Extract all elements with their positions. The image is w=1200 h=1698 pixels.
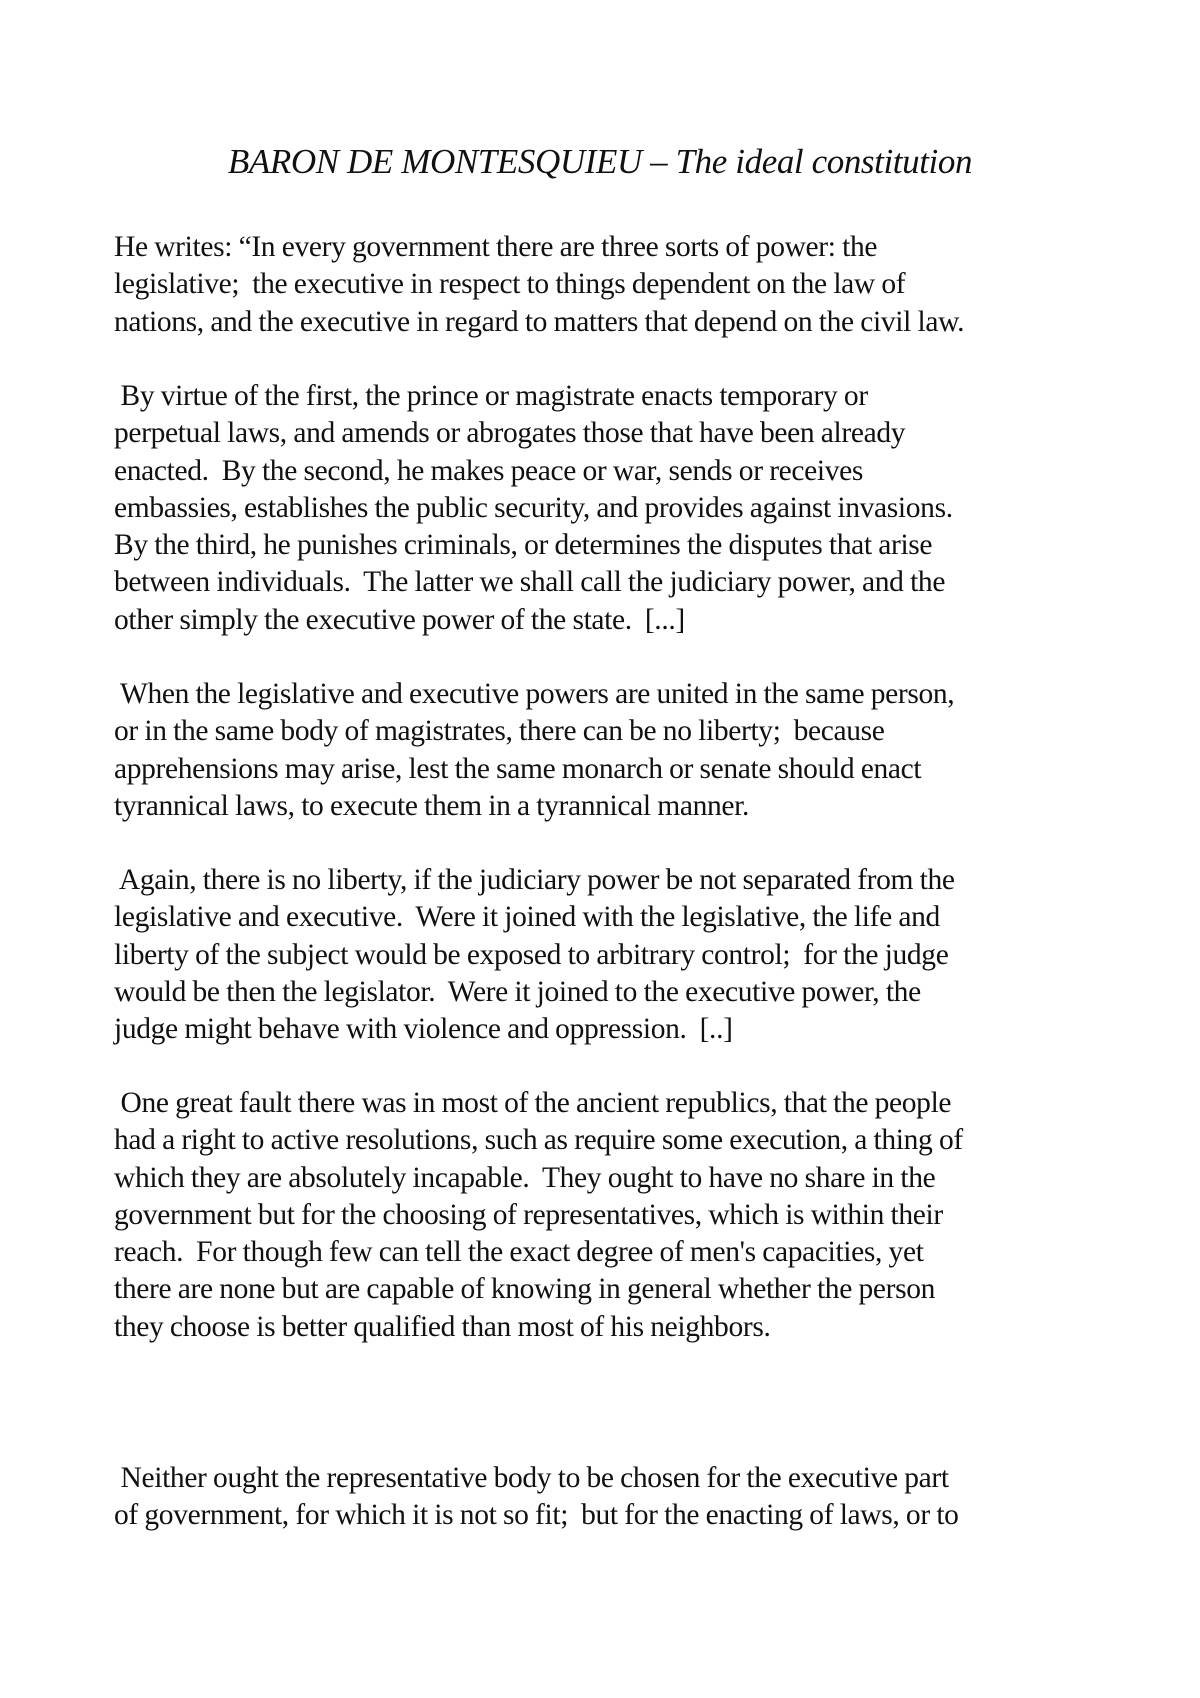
text-line: had a right to active resolutions, such as require some execution, a thing of xyxy=(114,1124,963,1157)
text-line: judge might behave with violence and oppression. [..] xyxy=(114,1013,733,1046)
text-line: legislative and executive. Were it joined with the legislative, the life and xyxy=(114,901,940,934)
paragraph-three-powers xyxy=(114,229,1114,341)
text-line: legislative; the executive in respect to things dependent on the law of xyxy=(114,268,906,301)
text-line: tyrannical laws, to execute them in a tyrannical manner. xyxy=(114,789,749,822)
text-line: they choose is better qualified than most of his neighbors. xyxy=(114,1310,771,1343)
text-line: between individuals. The latter we shall call the judiciary power, and the xyxy=(114,566,946,599)
text-line: enacted. By the second, he makes peace or war, sends or receives xyxy=(114,454,864,487)
text-line: When the legislative and executive powers are united in the same person, xyxy=(114,678,955,710)
text-line: government but for the choosing of representatives, which is within their xyxy=(114,1198,943,1231)
text-line: embassies, establishes the public security, and provides against invasions. xyxy=(114,491,953,524)
text-line: Neither ought the representative body to be chosen for the executive part xyxy=(114,1462,949,1494)
paragraph-united-powers xyxy=(114,676,1114,825)
text-line: He writes: “In every government there are three sorts of power: the xyxy=(114,231,878,263)
text-line: would be then the legislator. Were it joined to the executive power, the xyxy=(114,975,921,1008)
text-line: liberty of the subject would be exposed to arbitrary control; for the judge xyxy=(114,938,949,971)
paragraph-ancient-republics xyxy=(114,1085,1114,1346)
text-line: other simply the executive power of the state. [...] xyxy=(114,603,685,636)
paragraph-representative-body xyxy=(114,1460,1114,1535)
text-line: apprehensions may arise, lest the same monarch or senate should enact xyxy=(114,752,922,785)
document-title: BARON DE MONTESQUIEU – The ideal constitution xyxy=(227,142,973,181)
text-line: which they are absolutely incapable. They ought to have no share in the xyxy=(114,1161,936,1194)
text-line: perpetual laws, and amends or abrogates those that have been already xyxy=(114,417,906,450)
paragraph-virtue-of-first xyxy=(114,378,1114,639)
text-line: By the third, he punishes criminals, or determines the disputes that arise xyxy=(114,529,933,562)
text-line: By virtue of the first, the prince or magistrate enacts temporary or xyxy=(114,380,868,412)
text-line: or in the same body of magistrates, there can be no liberty; because xyxy=(114,715,885,748)
paragraph-judiciary-separation xyxy=(114,862,1114,1048)
text-line: Again, there is no liberty, if the judiciary power be not separated from the xyxy=(114,864,955,896)
text-line: there are none but are capable of knowing in general whether the person xyxy=(114,1273,936,1306)
text-line: of government, for which it is not so fit; but for the enacting of laws, or to xyxy=(114,1499,959,1532)
text-line: One great fault there was in most of the ancient republics, that the people xyxy=(114,1087,952,1119)
text-line: reach. For though few can tell the exact degree of men's capacities, yet xyxy=(114,1236,924,1269)
text-line: nations, and the executive in regard to matters that depend on the civil law. xyxy=(114,305,965,338)
